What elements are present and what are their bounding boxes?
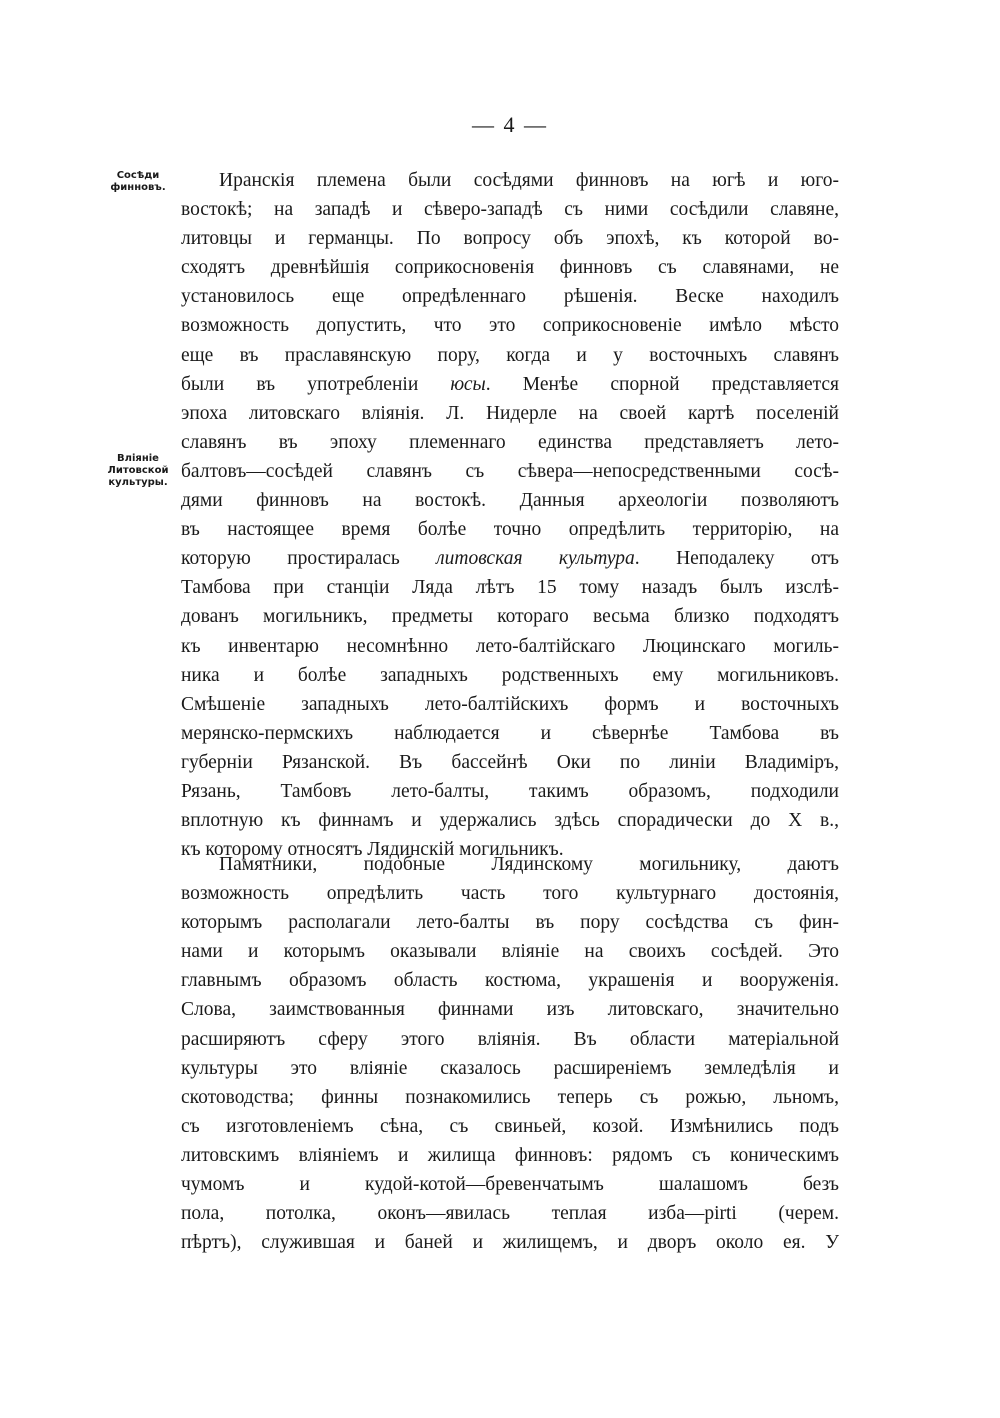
text-line: возможность опредѣлить часть того культурнаго достоянія, (181, 883, 839, 905)
text-line: культуры это вліяніе сказалось расширеніемъ земледѣлія и (181, 1057, 839, 1079)
text-line: Смѣшеніе западныхъ лето-балтійскихъ формъ и восточныхъ (181, 693, 839, 715)
margin-note-line: Сосѣди (116, 170, 160, 181)
margin-note-line: культуры. (108, 477, 168, 488)
text-line: съ изготовленіемъ сѣна, съ свиньей, козой. Измѣнились подъ (181, 1115, 839, 1137)
text-line: Иранскія племена были сосѣдями финновъ на югѣ и юго- (219, 170, 839, 191)
text-line: Рязань, Тамбовъ лето-балты, такимъ образомъ, подходили (181, 780, 839, 802)
margin-note-line: Вліяніе (117, 453, 159, 464)
text-line: къ которому относятъ Лядинскій могильникъ. (181, 839, 564, 861)
text-line: Памятники, подобные Лядинскому могильнику, даютъ (219, 854, 839, 875)
text-line: въ настоящее время болѣе точно опредѣлить территорію, на (181, 519, 839, 541)
page-number: — 4 — (472, 112, 548, 137)
text-line: чумомъ и кудой-котой—бревенчатымъ шалашомъ безъ (181, 1174, 839, 1196)
text-line (181, 370, 839, 399)
text-line: возможность допустить, что это соприкосновеніе имѣло мѣсто (181, 315, 839, 337)
text-line: которымъ располагали лето-балты въ пору сосѣдства съ фин- (181, 912, 839, 934)
text-line: славянъ въ эпоху племеннаго единства представляетъ лето- (181, 431, 839, 453)
italic-term: литовская культура (436, 548, 635, 570)
text-line: губерніи Рязанской. Въ бассейнѣ Оки по линіи Владиміръ, (181, 751, 839, 773)
text-line: литовцы и германцы. По вопросу объ эпохѣ, къ которой во- (181, 228, 839, 250)
text-line: къ инвентарю несомнѣнно лето-балтійскаго Люцинскаго могиль- (181, 635, 839, 657)
text-line: литовскимъ вліяніемъ и жилища финновъ: рядомъ съ коническимъ (181, 1144, 839, 1166)
text-line: расширяютъ сферу этого вліянія. Въ области матеріальной (181, 1028, 839, 1050)
margin-note-line: финновъ. (110, 182, 166, 193)
margin-note-neighbors (100, 170, 176, 194)
text-line: эпоха литовскаго вліянія. Л. Нидерле на своей картѣ поселеній (181, 402, 839, 424)
text-line: установилось еще опредѣленнаго рѣшенія. Веске находилъ (181, 286, 839, 308)
text-line: скотоводства; финны познакомились теперь съ рожью, льномъ, (181, 1086, 839, 1108)
text-line: еще въ праславянскую пору, когда и у восточныхъ славянъ (181, 344, 839, 366)
paragraph-2 (181, 850, 839, 1257)
text-fragment: . Менѣе спорной представляется (485, 373, 839, 395)
text-line (181, 544, 839, 573)
text-line: мерянско-пермскихъ наблюдается и сѣвернѣе Тамбова въ (181, 722, 839, 744)
text-line: вплотную къ финнамъ и удержались здѣсь спорадически до Х в., (181, 810, 839, 832)
text-line: главнымъ образомъ область костюма, украшенія и вооруженія. (181, 970, 839, 992)
margin-note-lithuanian-influence (100, 453, 176, 489)
text-line: Слова, заимствованныя финнами изъ литовскаго, значительно (181, 999, 839, 1021)
text-line: Тамбова при станціи Ляда лѣтъ 15 тому назадъ былъ изслѣ- (181, 577, 839, 599)
text-line: дями финновъ на востокѣ. Данныя археологіи позволяютъ (181, 490, 839, 512)
text-fragment: были въ употребленіи (181, 373, 451, 395)
text-fragment: . Неподалеку отъ (634, 548, 839, 570)
margin-note-line: Литовской (107, 465, 169, 476)
text-line: сходятъ древнѣйшія соприкосновенія финновъ съ славянами, не (181, 257, 839, 279)
text-line: пола, потолка, оконъ—явилась теплая изба—pirti (черем. (181, 1203, 839, 1225)
paragraph-1 (181, 166, 839, 864)
text-line: дованъ могильникъ, предметы котораго весьма близко подходятъ (181, 606, 839, 628)
text-line: ника и болѣе западныхъ родственныхъ ему могильниковъ. (181, 664, 839, 686)
text-fragment: которую простиралась (181, 548, 437, 570)
text-line: востокѣ; на западѣ и сѣверо-западѣ съ ними сосѣдили славяне, (181, 199, 839, 221)
text-line: нами и которымъ оказывали вліяніе на своихъ сосѣдей. Это (181, 941, 839, 963)
text-line: пѣртъ), служившая и баней и жилищемъ, и дворъ около ея. У (181, 1232, 839, 1254)
text-line: балтовъ—сосѣдей славянъ съ сѣвера—непосредственными сосѣ- (181, 460, 839, 482)
italic-term: юсы (450, 373, 486, 395)
